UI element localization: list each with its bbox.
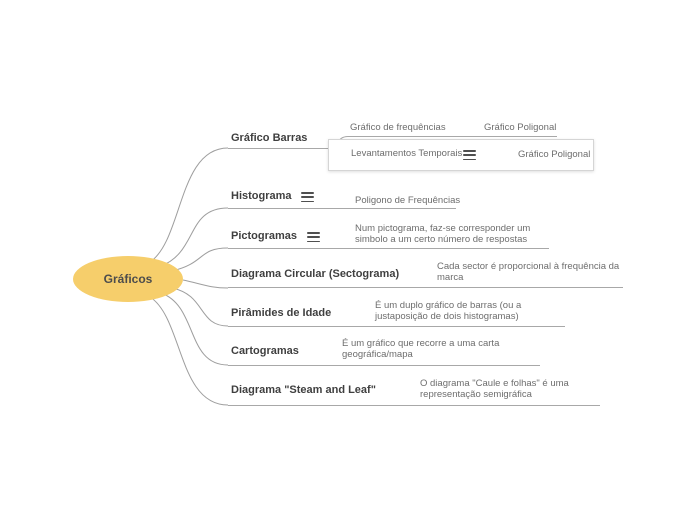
note-pictogramas[interactable] xyxy=(355,223,530,245)
branch-grafico-barras[interactable]: Gráfico Barras xyxy=(231,132,308,144)
note-steam-leaf[interactable] xyxy=(420,378,569,400)
note-line: geográfica/mapa xyxy=(342,349,413,360)
note-line: O diagrama "Caule e folhas" é uma xyxy=(420,378,569,389)
branch-piramides-idade[interactable]: Pirâmides de Idade xyxy=(231,307,332,319)
root-node-label[interactable]: Gráficos xyxy=(103,272,153,286)
notes-icon[interactable] xyxy=(463,150,476,160)
curve-branch-7 xyxy=(150,297,228,405)
branch-steam-and-leaf[interactable]: Diagrama "Steam and Leaf" xyxy=(231,384,376,396)
note-line: Num pictograma, faz-se corresponder um xyxy=(355,223,531,234)
curve-branch-5 xyxy=(172,288,228,326)
note-line: Poligono de Frequências xyxy=(355,195,461,206)
note-cartogramas[interactable] xyxy=(342,338,499,360)
curve-branch-4 xyxy=(183,280,228,288)
node-grafico-poligonal-2[interactable]: Gráfico Poligonal xyxy=(518,149,591,160)
note-line: representação semigráfica xyxy=(420,389,532,400)
curve-branch-1 xyxy=(150,148,228,262)
note-line: simbolo a um certo número de respostas xyxy=(355,234,528,245)
notes-icon[interactable] xyxy=(307,232,320,242)
notes-icon[interactable] xyxy=(301,192,314,202)
branch-diagrama-circular[interactable]: Diagrama Circular (Sectograma) xyxy=(231,268,400,280)
curve-branch-6 xyxy=(161,293,228,365)
node-grafico-poligonal-1[interactable]: Gráfico Poligonal xyxy=(484,122,557,133)
note-line: É um duplo gráfico de barras (ou a xyxy=(375,300,522,311)
note-line: justaposição de dois histogramas) xyxy=(375,311,519,322)
selected-node-box[interactable] xyxy=(328,139,594,171)
note-histograma[interactable] xyxy=(355,195,460,206)
note-line: Cada sector é proporcional à frequência da xyxy=(437,261,620,272)
note-line: É um gráfico que recorre a uma carta xyxy=(342,338,500,349)
note-line: marca xyxy=(437,272,464,283)
branch-pictogramas[interactable]: Pictogramas xyxy=(231,230,298,242)
note-piramides[interactable] xyxy=(375,300,521,322)
branch-cartogramas[interactable]: Cartogramas xyxy=(231,345,299,357)
note-diagrama-circular[interactable] xyxy=(437,261,619,283)
branch-histograma[interactable]: Histograma xyxy=(231,190,292,202)
node-grafico-frequencias[interactable]: Gráfico de frequências xyxy=(350,122,446,133)
node-levantamentos-temporais[interactable]: Levantamentos Temporais xyxy=(351,148,463,159)
curve-branch-2 xyxy=(161,208,228,266)
